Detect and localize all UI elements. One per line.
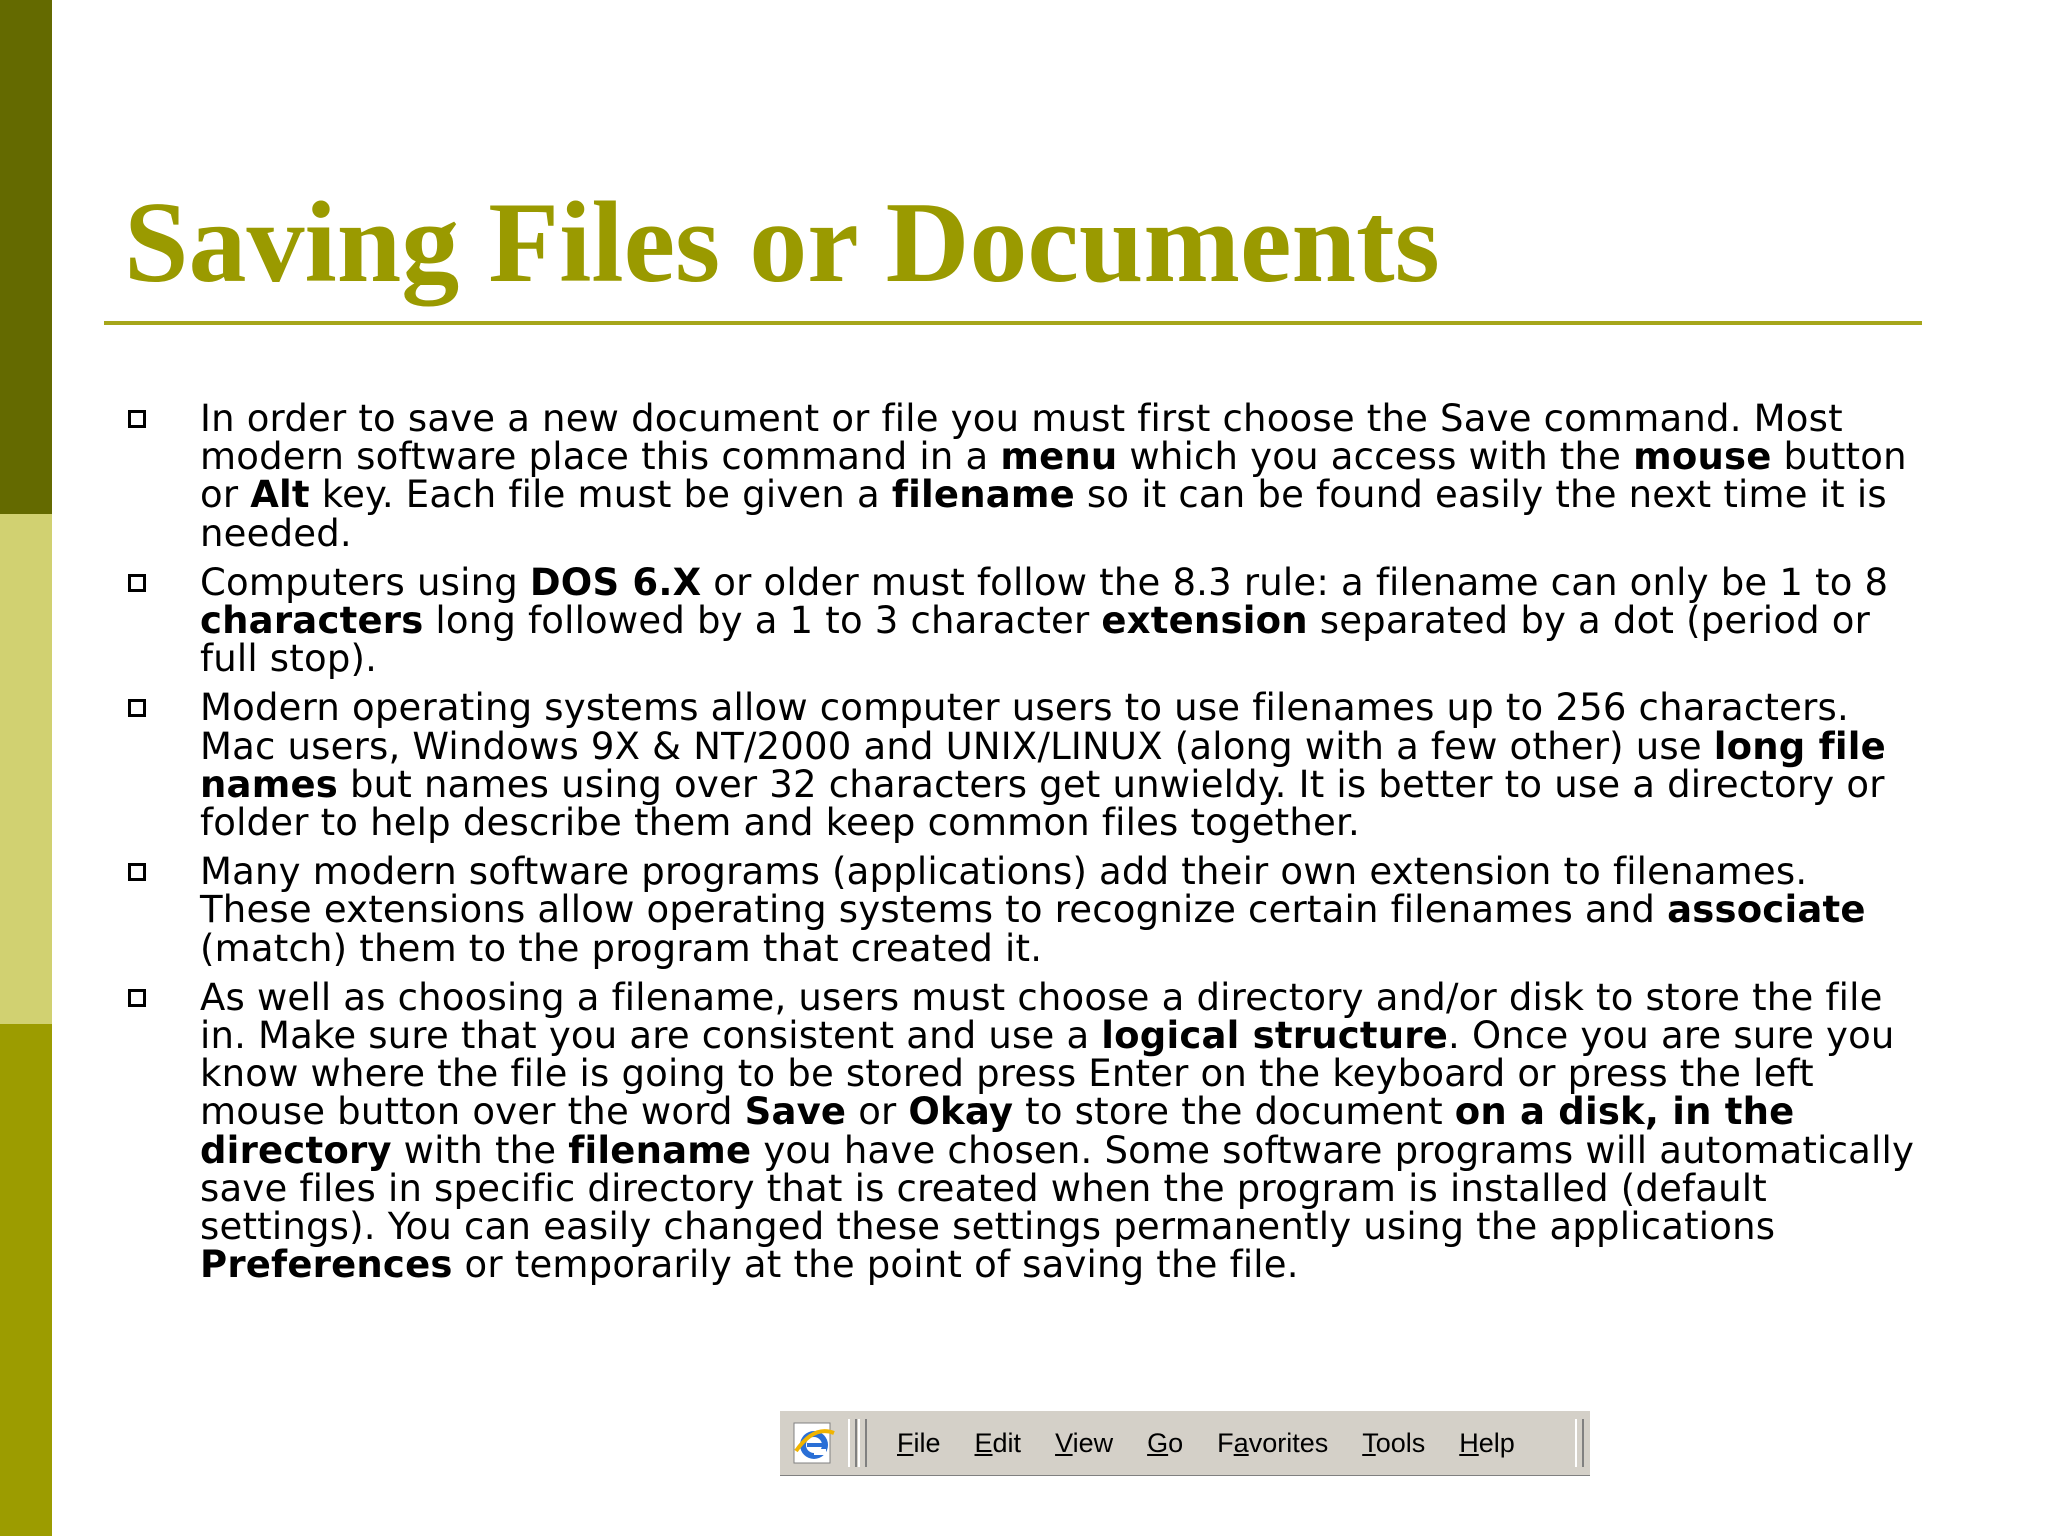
title-underline [104,321,1922,325]
bullet-square-icon [128,989,146,1007]
menu-help[interactable]: Help [1459,1428,1515,1458]
bullet-text: long followed by a 1 to 3 character [423,599,1102,643]
menu-view[interactable]: View [1055,1428,1114,1458]
toolbar-grip[interactable] [858,1419,867,1467]
menu-go[interactable]: Go [1147,1428,1184,1458]
decorative-sidebar [0,0,52,1536]
internet-explorer-icon [788,1419,838,1467]
bullet-item [124,397,1924,555]
bold-term: filename [891,473,1075,517]
bold-term: associate [1667,888,1866,932]
bullet-text: so it can be found easily the next time it is needed. [200,473,1887,555]
bold-term: Okay [908,1090,1014,1134]
bullet-text: but names using over 32 characters get unwieldy. It is better to use a directory or folder to help describe them and keep common files together. [200,762,1885,845]
bold-term: Save [744,1090,847,1134]
bold-term: Preferences [200,1243,453,1287]
bullet-text: to store the document [1013,1090,1455,1134]
bullet-item [124,850,1924,970]
bold-term: DOS 6.X [529,560,702,604]
menu-items [880,1411,1532,1475]
menu-tools[interactable]: Tools [1362,1428,1426,1458]
bullet-text: button or [200,435,1907,517]
bullet-text: key. Each file must be given a [309,473,892,517]
bullet-text: In order to save a new document or file you must first choose the Save command. Most modern software place this command in a [200,397,1843,479]
bullet-text: As well as choosing a filename, users must choose a directory and/or disk to store the file in. Make sure that you are consistent and use a [200,975,1883,1058]
bullet-list [124,397,1924,1295]
bullet-text: or [846,1090,909,1134]
bullet-item [124,686,1924,845]
bold-term: Alt [250,473,310,517]
toolbar-grip-right[interactable] [1575,1419,1584,1467]
menu-favorites[interactable]: Favorites [1217,1428,1329,1458]
bullet-item [124,560,1924,681]
bullet-square-icon [128,863,146,881]
bold-term: filename [568,1128,752,1172]
bullet-text: with the [391,1128,569,1172]
bullet-square-icon [128,410,146,428]
menu-file[interactable]: File [897,1428,941,1458]
bullet-text: separated by a dot (period or full stop). [200,599,1870,681]
browser-menubar-image [780,1410,1590,1476]
bullet-text: which you access with the [1117,435,1634,479]
bullet-text: or temporarily at the point of saving the file. [452,1243,1299,1287]
bold-term: on a disk, in the directory [200,1090,1795,1172]
bullet-square-icon [128,699,146,717]
bold-term: menu [1000,435,1118,479]
bold-term: logical structure [1101,1014,1449,1058]
slide-title: Saving Files or Documents [124,179,1440,307]
bullet-text: Modern operating systems allow computer users to use filenames up to 256 characters. Mac users, Windows 9X & NT/2000 and UNIX/LINUX (along with a few other) use [200,686,1849,768]
bold-term: characters [200,599,424,643]
bullet-square-icon [128,574,146,592]
sidebar-dark-segment [0,0,52,514]
bullet-text: . Once you are sure you know where the file is going to be stored press Enter on the keyboard or press the left mouse button over the word [200,1014,1895,1134]
bullet-item [124,975,1924,1287]
toolbar-grip[interactable] [848,1419,857,1467]
menu-edit[interactable]: Edit [974,1428,1022,1458]
sidebar-mid-segment [0,1024,52,1536]
bullet-text: (match) them to the program that created it. [200,926,1043,970]
bold-term: long file names [200,724,1886,806]
bullet-text: you have chosen. Some software programs will automatically save files in specific directory that is created when the program is installed (default settings). You can easily changed these settings permanently using the applications [200,1128,1915,1249]
bold-term: extension [1101,599,1308,643]
sidebar-light-segment [0,514,52,1024]
bullet-text: Computers using [200,560,530,604]
bullet-text: Many modern software programs (applications) add their own extension to filenames. These extensions allow operating systems to recognize certain filenames and [200,850,1808,932]
bold-term: mouse [1633,435,1772,479]
bullet-text: or older must follow the 8.3 rule: a filename can only be 1 to 8 [701,560,1889,604]
